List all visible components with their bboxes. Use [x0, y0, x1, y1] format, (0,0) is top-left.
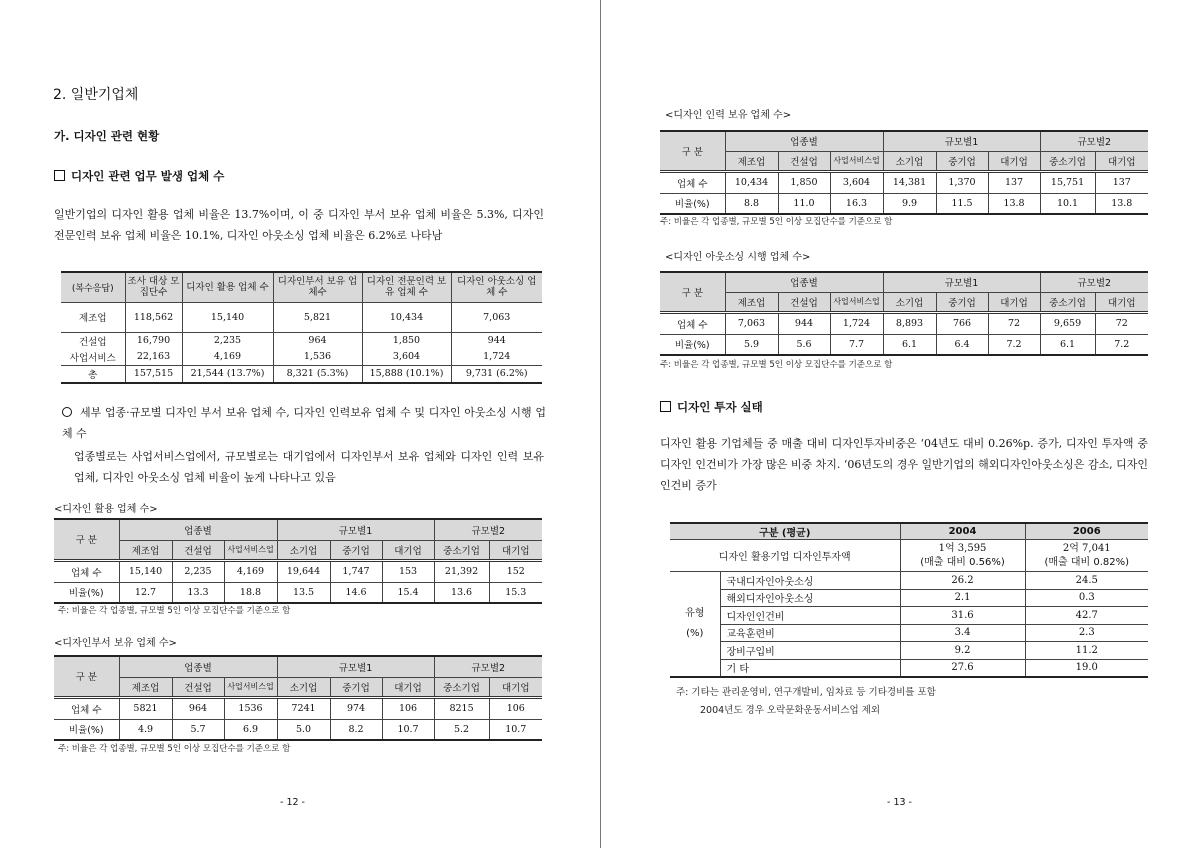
summary-header-row	[61, 272, 542, 302]
cell: 106	[489, 697, 542, 719]
cell: 7241	[277, 697, 330, 719]
group-header: 규모별1	[277, 656, 434, 677]
cell: 13.8	[988, 193, 1040, 214]
cell: 18.8	[224, 582, 277, 603]
group-header: 규모별1	[277, 519, 434, 540]
cell: 5.6	[778, 334, 830, 355]
row-label: 비율(%)	[54, 719, 119, 740]
cell: 2,235	[172, 560, 224, 582]
col-header: 건설업	[172, 540, 224, 560]
col-header: 대기업	[988, 151, 1040, 171]
col-header: 사업서비스업	[830, 292, 883, 312]
type-label-line1: 유형	[685, 607, 705, 619]
table-a-row	[54, 560, 542, 582]
total-2006	[1025, 540, 1148, 572]
cell: 21,392	[434, 560, 489, 582]
col-header: 중기업	[936, 292, 988, 312]
table-d-row	[660, 334, 1148, 355]
summary-cell: 157,515	[125, 365, 182, 383]
cell: 3.4	[900, 624, 1025, 642]
row-label: 비율(%)	[660, 193, 725, 214]
col-header: 건설업	[778, 151, 830, 171]
col-header: 건설업	[778, 292, 830, 312]
cell: 6.1	[1040, 334, 1095, 355]
cell: 8215	[434, 697, 489, 719]
summary-cell: 964	[273, 332, 362, 349]
cell: 106	[382, 697, 434, 719]
cell: 964	[172, 697, 224, 719]
cell: 5.0	[277, 719, 330, 740]
summary-row	[61, 349, 542, 365]
cell: 8.2	[330, 719, 382, 740]
summary-cell: 15,140	[182, 302, 273, 332]
cell: 6.4	[936, 334, 988, 355]
section-title: 2. 일반기업체	[53, 87, 139, 103]
investment-note-2: 2004년도 경우 오락문화운동서비스업 제외	[700, 705, 881, 716]
table-b	[54, 655, 542, 741]
investment-note-1: 주: 기타는 관리운영비, 연구개발비, 임차료 등 기타경비를 포함	[676, 687, 936, 698]
cell: 10.7	[489, 719, 542, 740]
summary-cell: 118,562	[125, 302, 182, 332]
paragraph-1: 일반기업의 디자인 활용 업체 비율은 13.7%이며, 이 중 디자인 부서 보유 업체 비율은 5.3%, 디자인전문인력 보유 업체 비율은 10.1%, 디자인 아웃소싱 업체 비율은 6.2%로 나타남	[54, 208, 544, 242]
summary-cell: 4,169	[182, 349, 273, 365]
cell: 7.7	[830, 334, 883, 355]
cell: 5.7	[172, 719, 224, 740]
investment-row	[670, 589, 1148, 607]
cell: 9,659	[1040, 312, 1095, 334]
col-header: 중기업	[330, 677, 382, 697]
cell: 19,644	[277, 560, 330, 582]
col-header: 소기업	[277, 540, 330, 560]
cell: 3,604	[830, 171, 883, 193]
investment-table	[670, 522, 1148, 678]
cell: 152	[489, 560, 542, 582]
cell: 1,850	[778, 171, 830, 193]
investment-row	[670, 624, 1148, 642]
col-header: 사업서비스업	[224, 677, 277, 697]
cell: 27.6	[900, 659, 1025, 677]
cell: 72	[988, 312, 1040, 334]
col-header: 중기업	[330, 540, 382, 560]
total-2004-amount: 1억 3,595	[938, 542, 987, 554]
table-d-caption: <디자인 아웃소싱 시행 업체 수>	[665, 252, 811, 263]
col-header: 중기업	[936, 151, 988, 171]
investment-header-cell: 2004	[900, 523, 1025, 540]
cell: 11.2	[1025, 642, 1148, 660]
cell: 766	[936, 312, 988, 334]
cell: 8.8	[725, 193, 778, 214]
cell: 14.6	[330, 582, 382, 603]
bullet-title-text: 세부 업종·규모별 디자인 부서 보유 업체 수, 디자인 인력보유 업체 수 및 디자인 아웃소싱 시행 업체 수	[62, 406, 546, 440]
cell: 13.6	[434, 582, 489, 603]
bullet-title	[62, 402, 546, 444]
cell: 1,370	[936, 171, 988, 193]
row-label: 비율(%)	[660, 334, 725, 355]
summary-total-row	[61, 365, 542, 383]
col-header: 중소기업	[434, 540, 489, 560]
gubun-header: 구 분	[54, 656, 119, 697]
summary-cell: 1,724	[451, 349, 542, 365]
summary-row	[61, 332, 542, 349]
cell: 2.3	[1025, 624, 1148, 642]
cell: 137	[988, 171, 1040, 193]
table-b-caption: <디자인부서 보유 업체 수>	[54, 638, 177, 649]
col-header: 대기업	[1095, 151, 1148, 171]
gubun-header: 구 분	[660, 272, 725, 312]
row-label: 업체 수	[54, 560, 119, 582]
table-c-note: 주: 비율은 각 업종별, 규모별 5인 이상 모집단수를 기준으로 함	[660, 217, 893, 227]
summary-header-cell: 디자인 전문인력 보유 업체 수	[362, 272, 451, 302]
cell: 72	[1095, 312, 1148, 334]
group-header: 업종별	[725, 131, 883, 151]
cell: 1536	[224, 697, 277, 719]
cell: 14,381	[883, 171, 936, 193]
investment-header-cell: 구분 (평균)	[670, 523, 900, 540]
investment-row	[670, 572, 1148, 590]
investment-row	[670, 607, 1148, 625]
col-header: 소기업	[883, 292, 936, 312]
summary-cell: 총	[61, 365, 125, 383]
row-label: 업체 수	[660, 312, 725, 334]
cell: 4.9	[119, 719, 172, 740]
square-bullet-icon	[660, 401, 671, 412]
group-header: 업종별	[119, 519, 277, 540]
heading-design-related	[54, 168, 224, 184]
table-d-row	[660, 312, 1148, 334]
summary-cell: 2,235	[182, 332, 273, 349]
cell: 13.5	[277, 582, 330, 603]
cell: 8,893	[883, 312, 936, 334]
cell: 1,747	[330, 560, 382, 582]
cell: 974	[330, 697, 382, 719]
investment-row	[670, 659, 1148, 677]
summary-cell: 7,063	[451, 302, 542, 332]
group-header: 규모별2	[1040, 272, 1148, 292]
col-header: 대기업	[489, 677, 542, 697]
heading-text: 디자인 투자 실태	[677, 400, 763, 414]
group-header: 규모별2	[1040, 131, 1148, 151]
table-b-note: 주: 비율은 각 업종별, 규모별 5인 이상 모집단수를 기준으로 함	[58, 744, 291, 754]
col-header: 사업서비스업	[830, 151, 883, 171]
row-label: 업체 수	[54, 697, 119, 719]
page-number: - 12 -	[280, 797, 305, 808]
cell: 10.1	[1040, 193, 1095, 214]
cell: 7,063	[725, 312, 778, 334]
right-page	[602, 0, 1202, 848]
table-d-note: 주: 비율은 각 업종별, 규모별 5인 이상 모집단수를 기준으로 함	[660, 360, 893, 370]
cell: 5.9	[725, 334, 778, 355]
total-2004-ratio: (매출 대비 0.56%)	[920, 556, 1005, 568]
cell: 137	[1095, 171, 1148, 193]
col-header: 중소기업	[1040, 292, 1095, 312]
total-label: 디자인 활용기업 디자인투자액	[670, 540, 900, 572]
col-header: 대기업	[382, 677, 434, 697]
group-header: 규모별1	[883, 131, 1040, 151]
investment-total-row	[670, 540, 1148, 572]
investment-row	[670, 642, 1148, 660]
group-header: 규모별2	[434, 519, 542, 540]
table-a	[54, 518, 542, 604]
total-2004	[900, 540, 1025, 572]
heading-design-investment	[660, 399, 763, 415]
gubun-header: 구 분	[660, 131, 725, 171]
cell: 7.2	[1095, 334, 1148, 355]
group-header: 업종별	[725, 272, 883, 292]
summary-row	[61, 302, 542, 332]
cell: 9.9	[883, 193, 936, 214]
cell: 9.2	[900, 642, 1025, 660]
cell: 13.3	[172, 582, 224, 603]
type-name: 디자인인건비	[720, 607, 900, 625]
subsection-title: 가. 디자인 관련 현황	[54, 129, 160, 143]
type-label	[670, 572, 720, 677]
cell: 0.3	[1025, 589, 1148, 607]
summary-cell: 제조업	[61, 302, 125, 332]
cell: 15.3	[489, 582, 542, 603]
summary-header-cell: 디자인 활용 업체 수	[182, 272, 273, 302]
col-header: 소기업	[883, 151, 936, 171]
summary-cell: 9,731 (6.2%)	[451, 365, 542, 383]
cell: 26.2	[900, 572, 1025, 590]
col-header: 제조업	[119, 677, 172, 697]
cell: 15,751	[1040, 171, 1095, 193]
col-header: 제조업	[725, 292, 778, 312]
table-b-row	[54, 719, 542, 740]
summary-header-cell: 디자인부서 보유 업체수	[273, 272, 362, 302]
summary-cell: 21,544 (13.7%)	[182, 365, 273, 383]
cell: 6.9	[224, 719, 277, 740]
summary-cell: 1,850	[362, 332, 451, 349]
cell: 2.1	[900, 589, 1025, 607]
bullet-body: 업종별로는 사업서비스업에서, 규모별로는 대기업에서 디자인부서 보유 업체와 디자인 인력 보유 업체, 디자인 아웃소싱 업체 비율이 높게 나타나고 있음	[74, 450, 544, 484]
cell: 5821	[119, 697, 172, 719]
cell: 153	[382, 560, 434, 582]
summary-header-cell: 디자인 아웃소싱 업체 수	[451, 272, 542, 302]
cell: 15,140	[119, 560, 172, 582]
table-c-row	[660, 193, 1148, 214]
summary-cell: 8,321 (5.3%)	[273, 365, 362, 383]
cell: 24.5	[1025, 572, 1148, 590]
col-header: 대기업	[489, 540, 542, 560]
col-header: 사업서비스업	[224, 540, 277, 560]
col-header: 중소기업	[1040, 151, 1095, 171]
col-header: 제조업	[725, 151, 778, 171]
col-header: 건설업	[172, 677, 224, 697]
cell: 11.0	[778, 193, 830, 214]
table-c-row	[660, 171, 1148, 193]
group-header: 규모별2	[434, 656, 542, 677]
summary-cell: 3,604	[362, 349, 451, 365]
summary-table	[61, 271, 542, 384]
cell: 19.0	[1075, 662, 1098, 673]
cell: 31.6	[900, 607, 1025, 625]
summary-cell: 22,163	[125, 349, 182, 365]
total-2006-ratio: (매출 대비 0.82%)	[1044, 556, 1130, 568]
cell: 11.5	[936, 193, 988, 214]
type-name: 교육훈련비	[720, 624, 900, 642]
cell: 10,434	[725, 171, 778, 193]
cell: 16.3	[830, 193, 883, 214]
table-a-note: 주: 비율은 각 업종별, 규모별 5인 이상 모집단수를 기준으로 함	[58, 606, 291, 616]
table-c-caption: <디자인 인력 보유 업체 수>	[665, 110, 792, 121]
circle-bullet-icon	[62, 407, 72, 417]
type-label-line2: (%)	[686, 627, 704, 639]
heading-text: 디자인 관련 업무 발생 업체 수	[71, 169, 225, 183]
square-bullet-icon	[54, 170, 65, 181]
cell: 944	[778, 312, 830, 334]
summary-cell: 5,821	[273, 302, 362, 332]
summary-cell: 1,536	[273, 349, 362, 365]
summary-header-cell: 조사 대상 모집단수	[125, 272, 182, 302]
summary-cell: 944	[451, 332, 542, 349]
table-a-row	[54, 582, 542, 603]
investment-header-cell: 2006	[1025, 523, 1148, 540]
summary-cell: 사업서비스	[61, 349, 125, 365]
summary-cell: 15,888 (10.1%)	[362, 365, 451, 383]
cell: 6.1	[883, 334, 936, 355]
col-header: 대기업	[382, 540, 434, 560]
cell: 10.7	[382, 719, 434, 740]
cell: 7.2	[988, 334, 1040, 355]
group-header: 업종별	[119, 656, 277, 677]
total-2006-amount: 2억 7,041	[1062, 542, 1111, 554]
group-header: 규모별1	[883, 272, 1040, 292]
cell: 12.7	[119, 582, 172, 603]
summary-cell: 16,790	[125, 332, 182, 349]
type-name: 장비구입비	[720, 642, 900, 660]
col-header: 제조업	[119, 540, 172, 560]
table-c	[660, 130, 1148, 215]
col-header: 대기업	[988, 292, 1040, 312]
cell: 42.7	[1025, 607, 1148, 625]
cell: 15.4	[382, 582, 434, 603]
gubun-header: 구 분	[54, 519, 119, 560]
cell: 1,724	[830, 312, 883, 334]
col-header: 대기업	[1095, 292, 1148, 312]
page-number: - 13 -	[887, 797, 912, 808]
type-name: 기 타	[720, 659, 900, 677]
row-label: 업체 수	[660, 171, 725, 193]
summary-header-cell: (복수응답)	[61, 272, 125, 302]
cell: 4,169	[224, 560, 277, 582]
type-name: 국내디자인아웃소싱	[720, 572, 900, 590]
col-header: 중소기업	[434, 677, 489, 697]
row-label: 비율(%)	[54, 582, 119, 603]
summary-cell: 건설업	[61, 332, 125, 349]
table-a-caption: <디자인 활용 업체 수>	[54, 504, 158, 515]
table-d	[660, 271, 1148, 356]
paragraph-2: 디자인 활용 기업체들 중 매출 대비 디자인투자비중은 ‘04년도 대비 0.26%p. 증가, 디자인 투자액 중 디자인 인건비가 가장 많은 비중 차지. ‘06년도의 경우 일반기업의 해외디자인아웃소싱은 감소, 디자인 인건비 증가	[660, 437, 1148, 492]
table-b-row	[54, 697, 542, 719]
cell: 5.2	[434, 719, 489, 740]
cell: 13.8	[1095, 193, 1148, 214]
summary-cell: 10,434	[362, 302, 451, 332]
type-name: 해외디자인아웃소싱	[720, 589, 900, 607]
investment-header-row	[670, 523, 1148, 540]
col-header: 소기업	[277, 677, 330, 697]
